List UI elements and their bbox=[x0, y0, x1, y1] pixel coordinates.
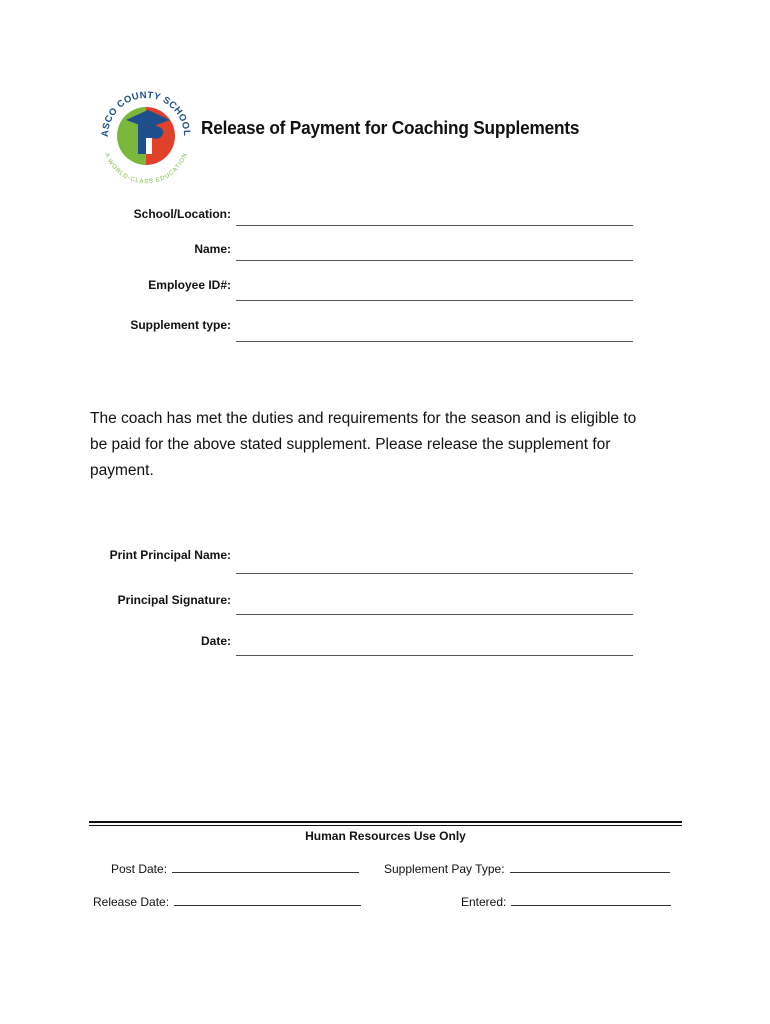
post-date-field[interactable] bbox=[172, 862, 359, 873]
principal-signature-label: Principal Signature: bbox=[117, 593, 231, 607]
release-date-field[interactable] bbox=[174, 895, 361, 906]
supplement-pay-type-row bbox=[384, 862, 670, 876]
principal-signature-field[interactable] bbox=[236, 614, 633, 615]
principal-name-label: Print Principal Name: bbox=[109, 548, 231, 562]
hr-section-divider bbox=[89, 821, 682, 823]
pasco-county-schools-logo bbox=[96, 84, 196, 184]
name-label: Name: bbox=[194, 242, 231, 256]
date-label: Date: bbox=[200, 634, 231, 648]
post-date-row bbox=[111, 862, 359, 876]
entered-row bbox=[461, 895, 671, 909]
school-location-label: School/Location: bbox=[133, 207, 231, 221]
release-statement: The coach has met the duties and requirements for the season and is eligible to be paid for the above stated supplement. Please release the supplement for payment. bbox=[90, 410, 637, 479]
hr-section-title: Human Resources Use Only bbox=[305, 829, 466, 843]
hr-section-divider-thin bbox=[89, 825, 682, 826]
principal-name-field[interactable] bbox=[236, 573, 633, 574]
name-field[interactable] bbox=[236, 260, 633, 261]
release-date-row bbox=[93, 895, 361, 909]
release-date-label: Release Date: bbox=[93, 895, 170, 909]
logo-top-text: ASCO COUNTY SCHOOL bbox=[99, 89, 193, 138]
entered-field[interactable] bbox=[511, 895, 671, 906]
logo-seal-icon bbox=[96, 84, 196, 184]
date-field[interactable] bbox=[236, 655, 633, 656]
supplement-type-label: Supplement type: bbox=[130, 318, 231, 332]
supplement-pay-type-field[interactable] bbox=[510, 862, 670, 873]
employee-id-field[interactable] bbox=[236, 300, 633, 301]
supplement-type-field[interactable] bbox=[236, 341, 633, 342]
school-location-field[interactable] bbox=[236, 225, 633, 226]
logo-bottom-text: A WORLD-CLASS EDUCATION bbox=[103, 152, 189, 184]
employee-id-label: Employee ID#: bbox=[148, 278, 231, 292]
supplement-pay-type-label: Supplement Pay Type: bbox=[384, 862, 505, 876]
entered-label: Entered: bbox=[461, 895, 507, 909]
page-title: Release of Payment for Coaching Supplements bbox=[201, 117, 580, 138]
post-date-label: Post Date: bbox=[111, 862, 168, 876]
